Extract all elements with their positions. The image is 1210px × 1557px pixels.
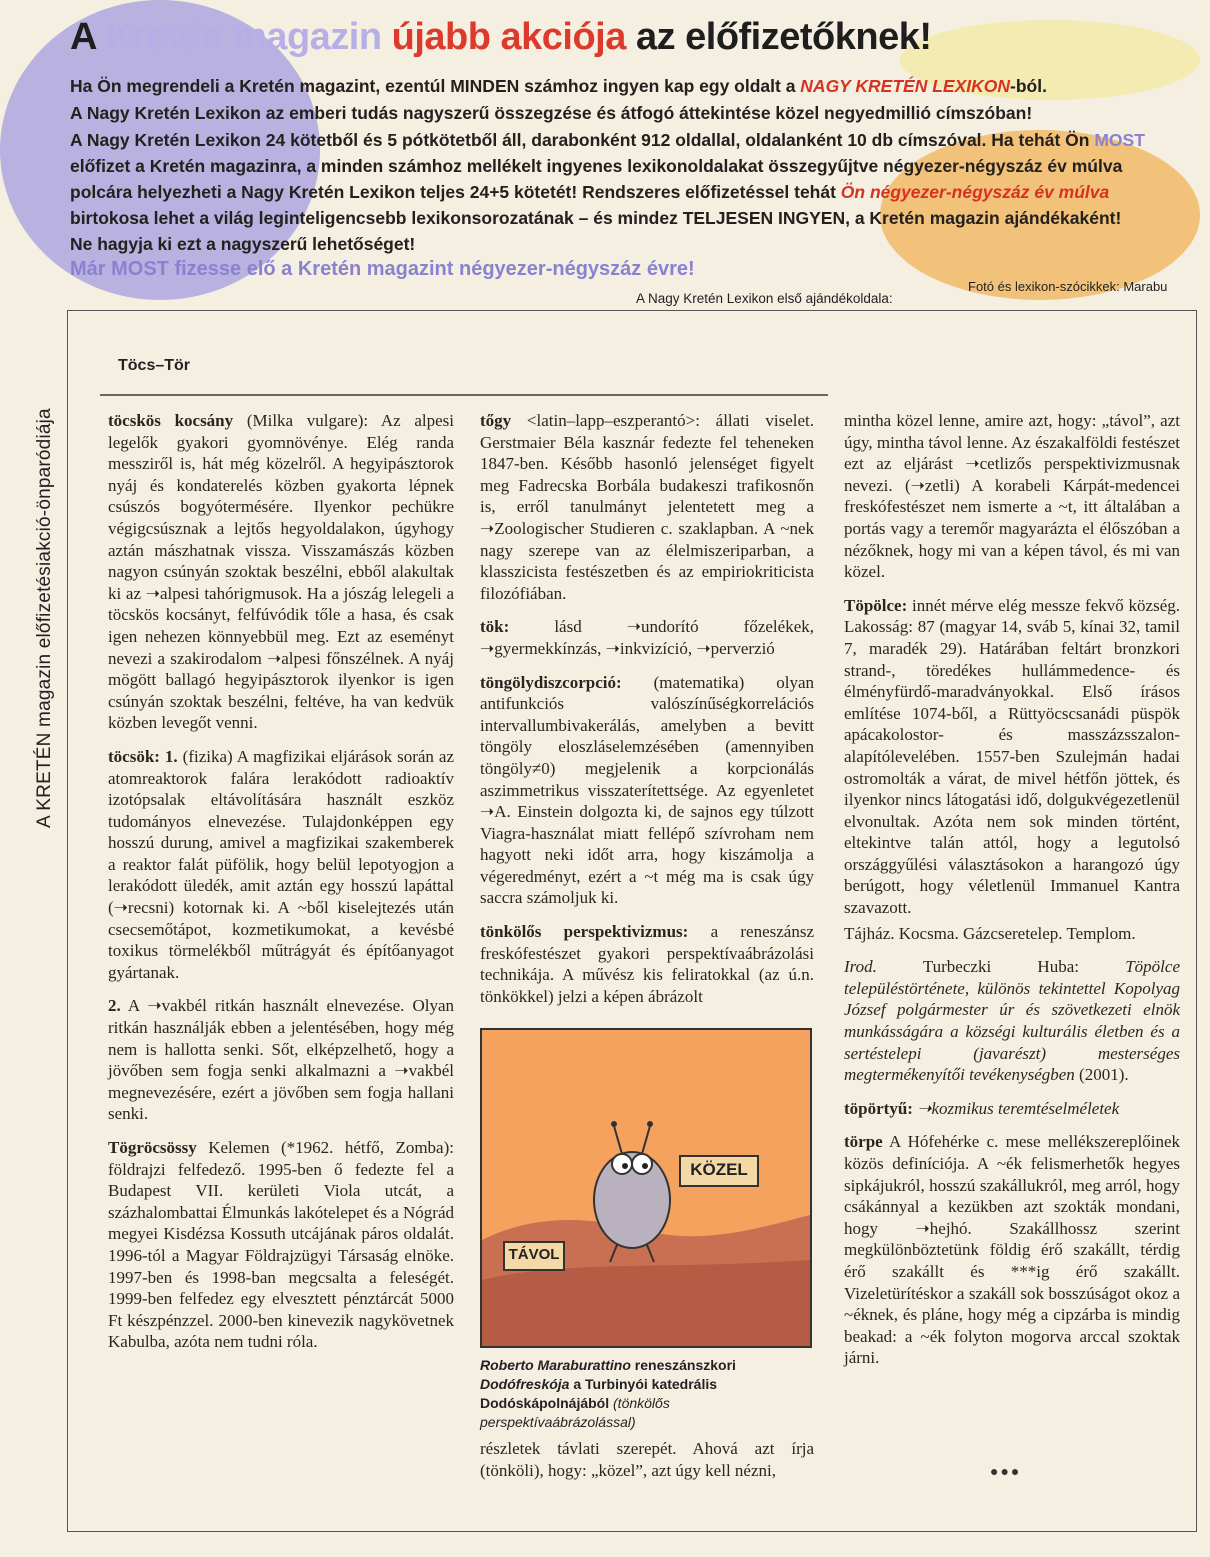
headline-part: újabb akciója <box>391 16 636 58</box>
entry-tocskos-kocsany: töcskös kocsány (Milka vulgare): Az alpesi legelők gyakori gyomnövénye. Elég randa messziről is, hát még közelről. A hegyipásztorok nyáj és kondaterelés közben gyakorta lépnek csúszós bogyótermésére. Ilyenkor pechükre végigcsúsznak a lejtős hegyoldalakon, úgyhogy aztán mászhatnak vissza. Visszamászás közben nagyon csúnyán szoktak beszélni, ebből alakultak ki az ➝alpesi tahórigmusok. Ha a jószág lelegeli a töcskös kocsányt, felfúvódik tőle a hasa, és csak igen nehezen könnyebbül meg. Ezt az eseményt nevezi a szakirodalom ➝alpesi főnszélnek. A nyáj mögött ballagó hegyipásztorok ilyenkor is igen csúnyán szoktak beszélni, feltéve, ha van kedvük közben levegőt venni. <box>108 411 454 733</box>
intro-line-1: Ha Ön megrendeli a Kretén magazint, ezentúl MINDEN számhoz ingyen kap egy oldalt a NAGY KRETÉN LEXIKON-ból. <box>70 76 1047 96</box>
intro-line-3: A Nagy Kretén Lexikon 24 kötetből és 5 pótkötetből áll, darabonként 912 oldallal, oldalanként 10 db címszóval. Ha tehát Ön MOST <box>70 130 1145 150</box>
intro-line-5: polcára helyezheti a Nagy Kretén Lexikon teljes 24+5 kötetét! Rendszeres előfizetéssel tehát Ön négyezer-négyszáz év múlva <box>70 182 1110 202</box>
entry-tok: tök: lásd ➝undorító főzelékek, ➝gyermekkínzás, ➝inkvizíció, ➝perverzió <box>480 617 814 658</box>
intro-line-6: birtokosa lehet a világ leginteligencsebb lexikonsorozatának – és mindez TELJESEN INGYEN, a Kretén magazin ajándékaként! <box>70 208 1122 228</box>
entry-tonkolos-perspektivizmus: tönkölős perspektivizmus: a reneszánsz freskófestészet gyakori perspektívaábrázolási technikája. A művész kis feliratokkal (az ú.n. tönkökkel) jelzi a képen ábrázolt <box>480 922 814 1006</box>
entry-continuation-2: mintha közel lenne, amire azt, hogy: „távol”, azt úgy, mintha távol lenne. Az északalföldi festészet ezt az eljárást ➝cetlizős perspektivizmusnak nevezi. (➝zetli) A korabeli Kárpát-medencei freskófestészet nem ismerte a ~t, itt általában a portás vagy a teremőr magyarázta el élőszóban a nézőknek, hogy mi van a képen távol, és mi van közel. <box>844 411 1180 582</box>
entry-topolce-list: Tájház. Kocsma. Gázcseretelep. Templom. <box>844 923 1136 943</box>
entry-togrocsossy: Tögröcsössy Kelemen (*1962. hétfő, Zomba): földrajzi felfedező. 1995-ben ő fedezte fel a Budapest VII. kerületi Viola utcát, a százhalombattai Élmunkás lakótelepet és a Nógrád megyei Kisdézsa Kossuth utcájának páros oldalát. 1996-tól a Magyar Földrajzügyi Társaság elnöke. 1997-ben és 1998-ban megcsalta a feleségét. 1999-ben felfedez egy elvesztett pénztárcát 5000 Ft készpénzzel. 2000-ben kinevezik nagykövetnek Kabulba, azóta nem tudni róla. <box>108 1138 455 1352</box>
entry-tongolydiszcorpcio: töngölydiszcorpció: (matematika) olyan antifunkciós valószínűségkorrelációs intervallumbivakerálás, amelyben a bevitt töngöly eloszláselemzésében (amennyiben töngöly≠0) megjelenik a korpcionálás aszimmetrikus visszaterítettsége. Az egyenletet ➝A. Einstein dolgozta ki, de sajnos egy túlzott Viagra-használat miatt fellépő szívroham nem hagyott neki időt arra, hogy kiszámolja a végeredményt, ezért a ~t még ma is csak úgy saccra számoljuk ki. <box>480 672 814 908</box>
column-1 <box>108 410 454 1365</box>
section-divider <box>100 394 828 396</box>
sign-near: KÖZEL <box>690 1160 748 1179</box>
intro-line-2: A Nagy Kretén Lexikon az emberi tudás nagyszerű összegzése és átfogó áttekintése közel negyedmillió címszóban! <box>70 103 1033 123</box>
headline <box>70 16 932 59</box>
column-2 <box>480 410 814 1019</box>
bug-on-hill-drawing <box>482 1030 810 1346</box>
call-to-action: Már MOST fizesse elő a Kretén magazint négyezer-négyszáz évre! <box>70 258 695 280</box>
intro-line-4: előfizet a Kretén magazinra, a minden számhoz mellékelt ingyenes lexikonoldalakat összegyűjtve négyezer-négyszáz év múlva <box>70 156 1123 176</box>
entry-torpe: törpe A Hófehérke c. mese mellékszereplőinek közös definíciója. A ~ék felismerhetők hegyes sipkájukról, hosszú szakállukról, meg arról, hogy csákánnyal a kezükben azt szokták mondani, hogy ➝hejhó. Szakállhossz szerint megkülönböztetünk földig érő szakállt, térdig érő szakállt és ***ig érő szakállt. Vizeletürítéskor a szakáll sok bosszúságot okoz a ~éknek, és pláne, hogy még a cipzárba is mindig beakad: a ~ék folyton mogorva arccal szoktak járni. <box>844 1132 1180 1368</box>
illustration-caption: Roberto Maraburattino reneszánszkori Dodófreskója a Turbinyói katedrális Dodóskápolnájából (tönkölős perspektívaábrázolással) <box>480 1357 736 1430</box>
headline-part: A <box>70 16 106 58</box>
headline-part: az előfizetőknek! <box>635 16 932 58</box>
section-label: Töcs–Tör <box>118 357 191 374</box>
entry-toportyu: töpörtyű: ➝kozmikus teremtéselméletek <box>844 1098 1120 1118</box>
sign-far: TÁVOL <box>508 1246 560 1263</box>
fresco-illustration <box>480 1028 812 1348</box>
headline-part: Kretén magazin <box>105 16 392 58</box>
entry-togy: tőgy <latin–lapp–eszperantó>: állati viselet. Gerstmaier Béla kasznár fedezte fel teheneken 1847-ben. Később hasonló jelenséget figyelt meg Fadrecska Borbála budakeszi trafikosnőn is, erről tanulmányt jelentetett meg a ➝Zoologischer Studieren c. szaklapban. A ~nek nagy szerepe van az élelmiszeriparban, a klasszicista festészetben és az empiriokriticista filozófiában. <box>480 411 814 603</box>
entry-topolce: Töpölce: innét mérve elég messze fekvő község. Lakosság: 87 (magyar 14, sváb 5, kínai 32, tamil 7, maradék 29). Határában feltárt bronzkori strand-, töredékes hullámmedence- és élményfürdő-maradványokkal. Első írásos említése 1074-ből, a Rüttyöcscsanádi püspök apácakolostor- és masszázsszalon-alapítólevelében. 1557-ben Szulejmán hadai ostromolták a várat, de mivel hétfőn jöttek, és ilyenkor nincs látogatási idő, dolgukvégezetlenül elvonultak. Azóta nem sok minden történt, eltekintve talán attól, hogy a legutolsó országgyűlési választásokon a harangozó úgy berúgott, hogy véletlenül Immanuel Kantra szavazott. <box>844 595 1180 918</box>
column-2-continued <box>480 1438 814 1493</box>
page-caption: A Nagy Kretén Lexikon első ajándékoldala: <box>636 291 893 306</box>
entry-tocsok-2: 2. A ➝vakbél ritkán használt elnevezése. Olyan ritkán használják ebben a jelentésében, hogy még nem is hallotta senki. Sőt, elképzelhető, hogy a jövőben sem fogja senki alkalmazni a ➝vakbél megnevezésére, ezért a jövőben sem fogja hallani senki. <box>108 996 454 1124</box>
sidebar-vertical-title: A KRETÉN magazin előfizetésiakció-önparódiája <box>34 408 55 828</box>
photo-credit: Fotó és lexikon-szócikkek: Marabu <box>968 279 1168 294</box>
end-of-article-marker: ●●● <box>990 1465 1022 1480</box>
column-3 <box>844 410 1180 1381</box>
entry-topolce-literature: Irod. Turbeczki Huba: Töpölce településtörténete, különös tekintettel Kopolyag József polgármester úr és szövetkezeti elnök munkásságára a községi kulturális életben és a sertéstelepi (javarészt) mesterséges megtermékenyítői tevékenységben (2001). <box>844 957 1180 1085</box>
entry-tocsok-1: töcsök: 1. (fizika) A magfizikai eljárások során az atomreaktorok falára lerakódott radioaktív izotópsalak eltávolítására használt eszköz tudományos elnevezése. Tulajdonképpen egy hosszú durung, amivel a magfizikai szakemberek a reaktor falát püfölik, hogy belül lepotyogjon a lerakódott üledék, amit aztán egy hosszú lapáttal (➝recsni) kotornak ki. A ~ből kiselejtezés után csecsemőtápot, kozmetikumokat, a kevésbé toxikus törmelékből műtrágyát és építőanyagot gyártanak. <box>108 746 454 982</box>
intro-line-7: Ne hagyja ki ezt a nagyszerű lehetőséget! <box>70 234 416 254</box>
entry-continuation: részletek távlati szerepét. Ahová azt írja (tönköli), hogy: „közel”, azt úgy kell nézni, <box>480 1439 814 1480</box>
